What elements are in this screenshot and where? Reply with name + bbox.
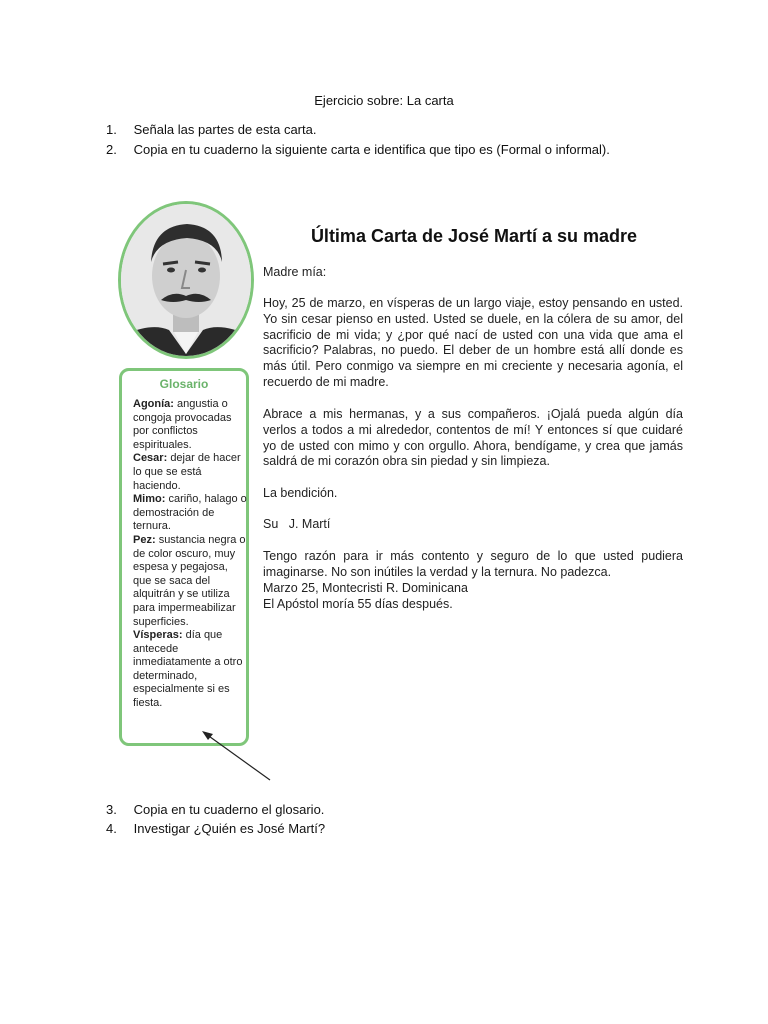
glossary-definition: día que antecede inmediatamente a otro determinado, especialmente si es fiesta. <box>133 629 243 710</box>
instruction-4 <box>106 821 325 836</box>
glossary-list <box>133 398 247 711</box>
instruction-2 <box>106 142 610 157</box>
letter-signature: Su J. Martí <box>263 517 331 531</box>
instruction-number: 3. <box>106 802 117 817</box>
instruction-1 <box>106 122 316 137</box>
letter-place-date: Marzo 25, Montecristi R. Dominicana <box>263 581 468 595</box>
glossary-term: Mimo: <box>133 493 166 506</box>
instruction-number: 4. <box>106 821 117 836</box>
glossary-definition: dejar de hacer lo que se está haciendo. <box>133 452 241 492</box>
page-title: Ejercicio sobre: La carta <box>314 93 454 108</box>
letter-salutation: Madre mía: <box>263 265 327 279</box>
glossary-term: Vísperas: <box>133 629 183 642</box>
letter-postscript: Tengo razón para ir más contento y seguro de lo que usted pudiera imaginarse. No son inútiles la verdad y la ternura. No padezca. <box>263 549 683 579</box>
glossary-definition: sustancia negra o de color oscuro, muy espesa y pegajosa, que se saca del alquitrán y se utiliza para impermeabilizar superficies. <box>133 533 246 628</box>
instruction-text: Señala las partes de esta carta. <box>133 122 317 137</box>
glossary-entry <box>133 629 247 711</box>
glossary-term: Pez: <box>133 533 156 546</box>
glossary-entry <box>133 398 247 452</box>
letter-note: El Apóstol moría 55 días después. <box>263 597 453 611</box>
glossary-definition: angustia o congoja provocadas por conflictos espirituales. <box>133 398 232 451</box>
instruction-number: 1. <box>106 122 117 137</box>
letter-paragraph-1: Hoy, 25 de marzo, en vísperas de un largo viaje, estoy pensando en usted. Yo sin cesar pienso en usted. Usted se duele, en la cólera de su amor, del sacrificio de mi vida; y ¿por qué nací de usted con una vida que ama el sacrificio? Palabras, no puedo. El deber de un hombre está allí donde es más útil. Pero conmigo va siempre en mi creciente y necesaria agonía, el recuerdo de mi madre. <box>263 296 683 389</box>
instruction-text: Copia en tu cuaderno el glosario. <box>133 802 325 817</box>
instruction-text: Copia en tu cuaderno la siguiente carta e identifica que tipo es (Formal o informal). <box>133 142 610 157</box>
glossary-definition: cariño, halago o demostración de ternura. <box>133 493 247 533</box>
portrait-jose-marti <box>118 201 254 359</box>
glossary-entry <box>133 534 247 629</box>
glossary-heading: Glosario <box>159 377 209 391</box>
instruction-number: 2. <box>106 142 117 157</box>
arrow-pointer-icon <box>190 720 280 786</box>
letter-closing: La bendición. <box>263 486 338 500</box>
instruction-text: Investigar ¿Quién es José Martí? <box>133 821 326 836</box>
glossary-entry <box>133 493 247 534</box>
letter-title: Última Carta de José Martí a su madre <box>310 226 638 246</box>
letter-paragraph-2: Abrace a mis hermanas, y a sus compañeros. ¡Ojalá pueda algún día verlos a todos a mi alrededor, contentos de mí! Y entonces sí que cuidaré yo de usted con mimo y con orgullo. Ahora, bendígame, y crea que jamás saldrá de mi corazón obra sin piedad y sin limpieza. <box>263 407 683 469</box>
glossary-term: Cesar: <box>133 452 168 465</box>
portrait-illustration <box>121 204 251 356</box>
glossary-entry <box>133 452 247 493</box>
glossary-box <box>119 368 249 746</box>
instruction-3 <box>106 802 324 817</box>
glossary-term: Agonía: <box>133 398 174 410</box>
